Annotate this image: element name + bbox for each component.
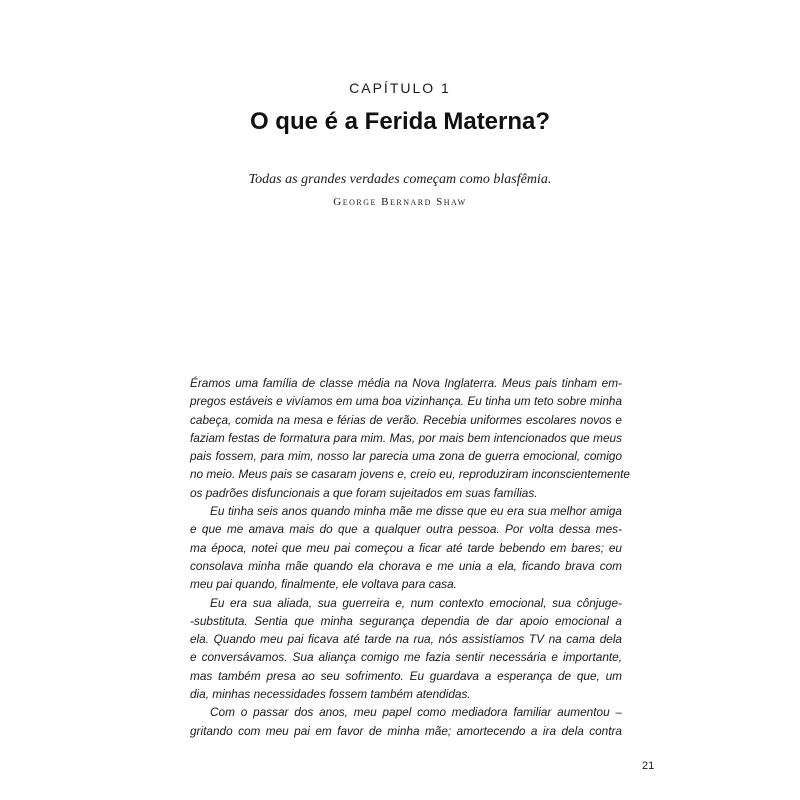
- text-line: e conversávamos. Sua aliança comigo me fazia sentir necessária e importante,: [190, 650, 622, 665]
- page-number: 21: [642, 760, 655, 772]
- epigraph-author: George Bernard Shaw: [333, 196, 467, 208]
- body-text: [190, 374, 630, 740]
- text-line: mas também presa ao seu sofrimento. Eu guardava a esperança de que, um: [190, 668, 622, 683]
- text-line: faziam festas de formatura para mim. Mas, por mais bem intencionados que meus: [190, 430, 622, 445]
- text-line: dia, minhas necessidades fossem também atendidas.: [190, 687, 471, 702]
- text-line: pregos estáveis e vivíamos em uma boa vizinhança. Eu tinha um teto sobre minha: [190, 394, 622, 409]
- text-line: Éramos uma família de classe média na Nova Inglaterra. Meus pais tinham em-: [190, 376, 622, 390]
- text-line: cabeça, comida na mesa e férias de verão. Recebia uniformes escolares novos e: [190, 412, 622, 427]
- epigraph-quote: Todas as grandes verdades começam como blasfêmia.: [248, 172, 552, 187]
- text-line: -substituta. Sentia que minha segurança dependia de dar apoio emocional a: [190, 613, 622, 628]
- text-line: Eu tinha seis anos quando minha mãe me disse que eu era sua melhor amiga: [210, 504, 622, 519]
- text-line: pais fossem, para mim, nosso lar parecia uma zona de guerra emocional, comigo: [190, 449, 622, 464]
- text-line: consolava minha mãe quando ela chorava e me unia a ela, ficando brava com: [190, 558, 622, 573]
- chapter-label: CAPÍTULO 1: [349, 80, 451, 96]
- chapter-title: O que é a Ferida Materna?: [249, 108, 551, 135]
- text-line: Eu era sua aliada, sua guerreira e, num contexto emocional, sua cônjuge-: [210, 595, 622, 610]
- text-line: no meio. Meus pais se casaram jovens e, creio eu, reproduziram inconscientemente: [190, 467, 630, 482]
- text-line: meu pai quando, finalmente, ele voltava para casa.: [190, 577, 457, 592]
- text-line: gritando com meu pai em favor de minha mãe; amortecendo a ira dela contra: [190, 723, 622, 738]
- text-line: ela. Quando meu pai ficava até tarde na rua, nós assistíamos TV na cama dela: [190, 632, 622, 647]
- text-line: Com o passar dos anos, meu papel como mediadora familiar aumentou –: [210, 705, 622, 720]
- text-line: ma época, notei que meu pai começou a ficar até tarde bebendo em bares; eu: [190, 540, 622, 555]
- text-line: e que me amava mais do que a qualquer outra pessoa. Por volta dessa mes-: [190, 522, 622, 537]
- text-line: os padrões disfuncionais a que foram sujeitados em suas famílias.: [190, 485, 538, 500]
